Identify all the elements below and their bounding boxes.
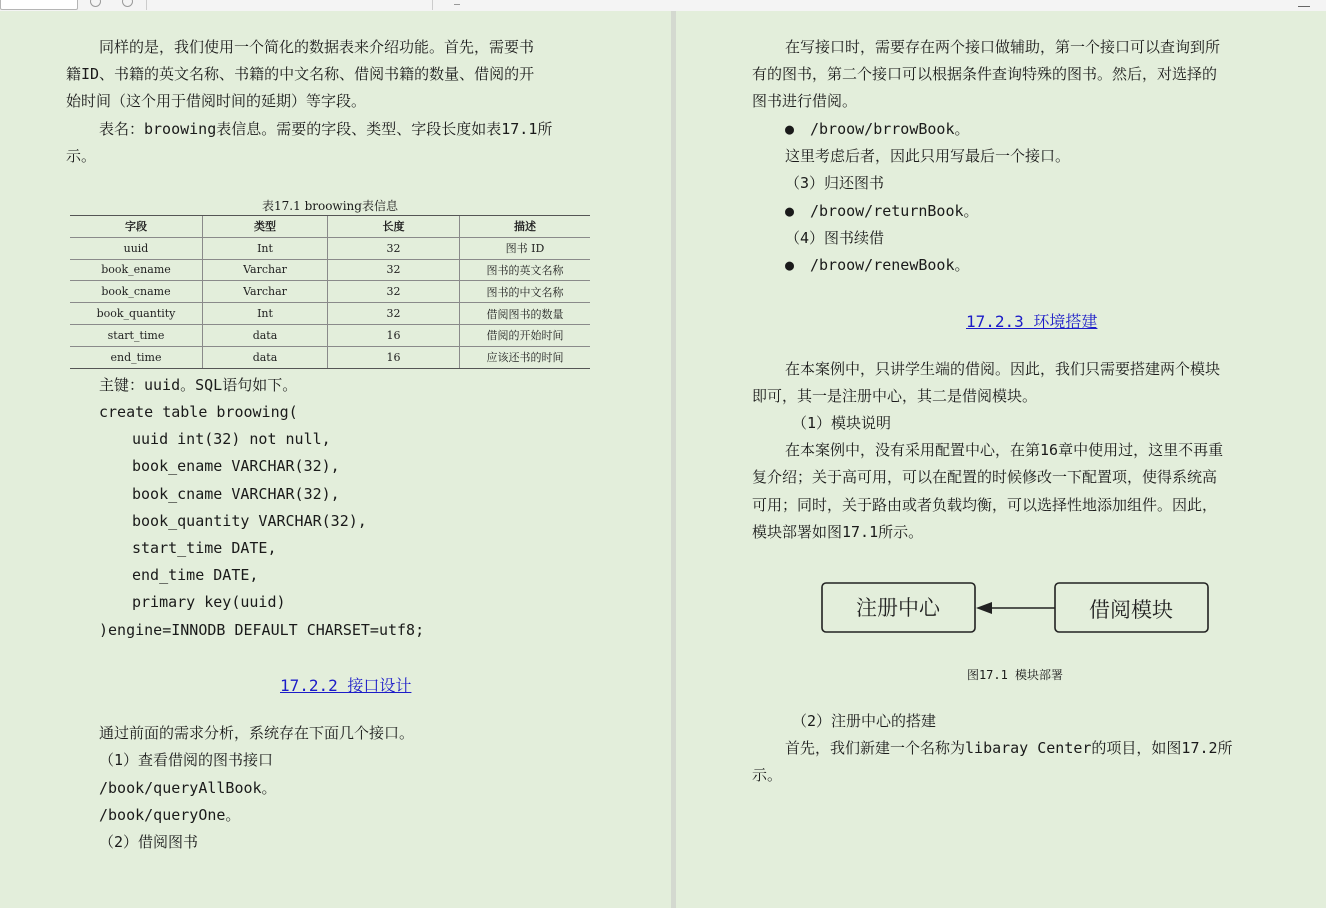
- table-cell: 借阅图书的数量: [460, 303, 591, 325]
- table-cell: book_cname: [70, 281, 203, 303]
- paragraph-line: 即可，其一是注册中心，其二是借阅模块。: [752, 387, 1038, 405]
- paragraph-line: 始时间（这个用于借阅时间的延期）等字段。: [66, 92, 367, 110]
- api-path: /book/queryOne。: [99, 806, 241, 824]
- figure-caption: 图17.1 模块部署: [966, 668, 1064, 682]
- table-header-cell: 长度: [328, 216, 460, 238]
- zoom-out-icon[interactable]: [90, 0, 101, 7]
- list-item: （3）归还图书: [785, 174, 885, 192]
- table-cell: book_quantity: [70, 303, 203, 325]
- code-line: )engine=INNODB DEFAULT CHARSET=utf8;: [99, 621, 425, 639]
- borrow-module-box-label: 借阅模块: [1089, 598, 1173, 622]
- api-path: /book/queryAllBook。: [99, 779, 277, 797]
- toolbar-divider: [432, 0, 433, 10]
- list-item: （1）查看借阅的图书接口: [99, 751, 274, 769]
- table-cell: 16: [328, 346, 460, 368]
- table-header-row: [70, 216, 590, 238]
- paragraph-line: 在本案例中，没有采用配置中心，在第16章中使用过，这里不再重: [785, 441, 1224, 459]
- table-row: [70, 303, 590, 325]
- table-cell: 32: [328, 281, 460, 303]
- zoom-in-icon[interactable]: [122, 0, 133, 7]
- registry-box-label: 注册中心: [856, 596, 940, 620]
- table-cell: 32: [328, 303, 460, 325]
- list-item: （4）图书续借: [785, 229, 885, 247]
- paragraph-line: 模块部署如图17.1所示。: [752, 523, 924, 541]
- table-cell: 图书 ID: [460, 237, 591, 259]
- table-cell: 16: [328, 324, 460, 346]
- bullet-icon: ●: [785, 120, 795, 138]
- table-cell: Int: [203, 303, 328, 325]
- table-header-cell: 类型: [203, 216, 328, 238]
- code-line: book_quantity VARCHAR(32),: [132, 512, 367, 530]
- table-caption: 表17.1 broowing表信息: [262, 199, 398, 213]
- table-header-cell: 字段: [70, 216, 203, 238]
- table-cell: 图书的英文名称: [460, 259, 591, 281]
- table-cell: Int: [203, 237, 328, 259]
- paragraph-line: 在本案例中，只讲学生端的借阅。因此，我们只需要搭建两个模块: [785, 360, 1221, 378]
- table-row: [70, 281, 590, 303]
- paragraph-line: 示。: [752, 766, 783, 784]
- paragraph-line: 复介绍；关于高可用，可以在配置的时候修改一下配置项，使得系统高: [752, 468, 1218, 486]
- table-row: [70, 237, 590, 259]
- api-path: /broow/renewBook。: [810, 256, 970, 274]
- table-header-cell: 描述: [460, 216, 591, 238]
- table-row: [70, 259, 590, 281]
- bullet-icon: ●: [785, 256, 795, 274]
- paragraph-line: 首先，我们新建一个名称为libaray Center的项目，如图17.2所: [785, 739, 1233, 757]
- code-line: end_time DATE,: [132, 566, 259, 584]
- toolbar-control-icon[interactable]: [454, 0, 460, 5]
- table-cell: 32: [328, 237, 460, 259]
- table-cell: book_ename: [70, 259, 203, 281]
- code-line: uuid int(32) not null,: [132, 430, 331, 448]
- toolbar-divider: [146, 0, 147, 10]
- section-heading-link[interactable]: 17.2.2 接口设计: [280, 676, 412, 695]
- table-row: [70, 346, 590, 368]
- table-cell: start_time: [70, 324, 203, 346]
- paragraph-line: 通过前面的需求分析，系统存在下面几个接口。: [99, 724, 415, 742]
- table-cell: Varchar: [203, 259, 328, 281]
- code-line: primary key(uuid): [132, 593, 286, 611]
- code-line: book_cname VARCHAR(32),: [132, 485, 340, 503]
- code-line: create table broowing(: [99, 403, 298, 421]
- code-line: book_ename VARCHAR(32),: [132, 457, 340, 475]
- minimize-icon[interactable]: [1298, 1, 1310, 7]
- table-cell: 32: [328, 259, 460, 281]
- section-heading-link[interactable]: 17.2.3 环境搭建: [966, 312, 1098, 331]
- api-path: /broow/returnBook。: [810, 202, 979, 220]
- paragraph-line: 这里考虑后者，因此只用写最后一个接口。: [785, 147, 1071, 165]
- paragraph-line: 有的图书，第二个接口可以根据条件查询特殊的图书。然后，对选择的: [752, 65, 1218, 83]
- table-row: [70, 324, 590, 346]
- table-cell: 借阅的开始时间: [460, 324, 591, 346]
- module-deployment-diagram: [820, 578, 1210, 638]
- api-path: /broow/brrowBook。: [810, 120, 970, 138]
- table-cell: 图书的中文名称: [460, 281, 591, 303]
- arrow-head-icon: [976, 602, 992, 614]
- table-cell: Varchar: [203, 281, 328, 303]
- paragraph-line: 同样的是，我们使用一个简化的数据表来介绍功能。首先，需要书: [99, 38, 535, 56]
- paragraph-line: 在写接口时，需要存在两个接口做辅助，第一个接口可以查询到所: [785, 38, 1221, 56]
- page-number-input[interactable]: [0, 0, 78, 10]
- bullet-icon: ●: [785, 202, 795, 220]
- paragraph-line: 籍ID、书籍的英文名称、书籍的中文名称、借阅书籍的数量、借阅的开: [66, 65, 535, 83]
- list-item: （2）注册中心的搭建: [792, 712, 937, 730]
- table-cell: data: [203, 324, 328, 346]
- paragraph-line: 图书进行借阅。: [752, 92, 858, 110]
- paragraph-line: 可用；同时，关于路由或者负载均衡，可以选择性地添加组件。因此，: [752, 496, 1218, 514]
- table-cell: data: [203, 346, 328, 368]
- paragraph-line: 表名：broowing表信息。需要的字段、类型、字段长度如表17.1所: [99, 120, 553, 138]
- primary-key-line: 主键：uuid。SQL语句如下。: [99, 376, 298, 394]
- broowing-table: [70, 215, 590, 369]
- paragraph-line: 示。: [66, 147, 97, 165]
- table-cell: end_time: [70, 346, 203, 368]
- code-line: start_time DATE,: [132, 539, 277, 557]
- table-cell: uuid: [70, 237, 203, 259]
- table-cell: 应该还书的时间: [460, 346, 591, 368]
- list-item: （2）借阅图书: [99, 833, 199, 851]
- list-item: （1）模块说明: [792, 414, 892, 432]
